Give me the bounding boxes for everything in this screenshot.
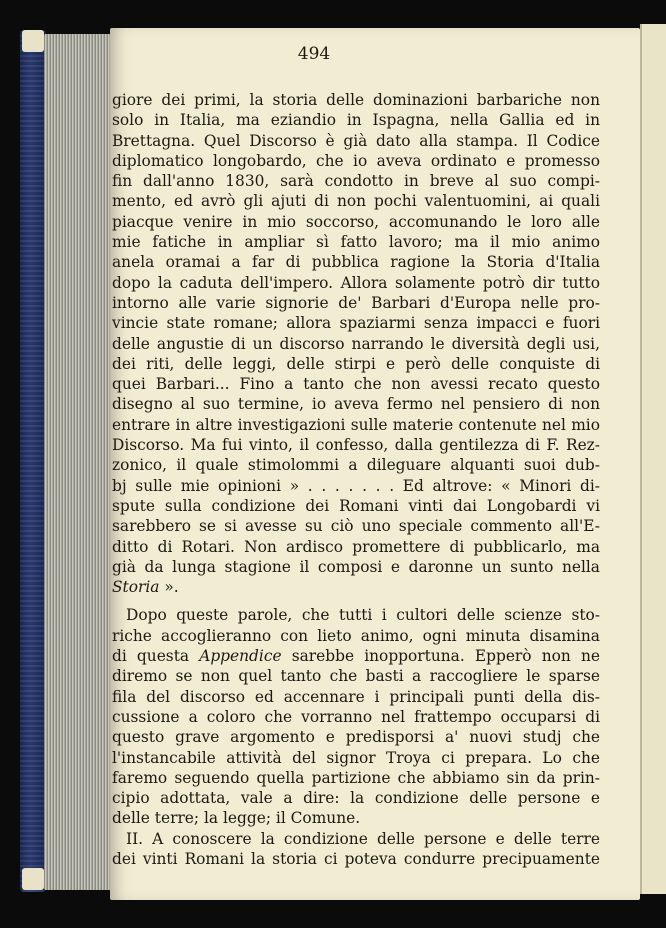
- text-line: diplomatico longobardo, che io aveva ordinato e promesso: [112, 151, 600, 170]
- text-line: quei Barbari... Fino a tanto che non avessi recato questo: [112, 375, 600, 394]
- text-line: dopo la caduta dell'impero. Allora solamente potrò dir tutto: [112, 273, 600, 292]
- text-line: anela oramai a far di pubblica ragione la Storia d'Italia: [112, 253, 600, 272]
- text-run: di questa: [112, 647, 200, 666]
- text-line: mie fatiche in ampliar sì fatto lavoro; ma il mio animo: [112, 233, 600, 252]
- book-spine: [20, 30, 46, 892]
- text-line: vincie state romane; allora spaziarmi senza impacci e fuori: [112, 314, 600, 333]
- headband-bottom: [22, 868, 44, 890]
- text-line: ditto di Rotari. Non ardisco promettere di pubblicarlo, ma: [112, 537, 600, 556]
- text-line: bj sulle mie opinioni » . . . . . . . Ed altrove: « Minori di-: [112, 476, 600, 495]
- text-line: fila del discorso ed accennare i principali punti della dis-: [112, 687, 600, 706]
- paragraph-1: [112, 90, 600, 597]
- text-line: delle terre; la legge; il Comune.: [112, 809, 361, 828]
- text-line: zonico, il quale stimolommi a dileguare alquanti suoi dub-: [112, 456, 600, 475]
- text-line: delle angustie di un discorso narrando le diversità degli usi,: [112, 334, 600, 353]
- text-line: faremo seguendo quella partizione che abbiamo sin da prin-: [112, 768, 600, 787]
- text-line: fin dall'anno 1830, sarà condotto in breve al suo compi-: [112, 172, 600, 191]
- text-line: diremo se non quel tanto che basti a raccogliere le sparse: [112, 667, 600, 686]
- text-line: questo grave argomento e predisporsi a' nuovi studj che: [112, 728, 600, 747]
- paragraph-3: [112, 829, 600, 870]
- text-line: cipio adottata, vale a dire: la condizione delle persone e: [112, 789, 600, 808]
- text-line: [112, 646, 600, 666]
- text-line: mento, ed avrò gli ajuti di non pochi valentuomini, ai quali: [112, 192, 600, 211]
- text-line: II. A conoscere la condizione delle persone e delle terre: [126, 829, 600, 848]
- headband-top: [22, 30, 44, 52]
- text-line: cussione a coloro che vorranno nel frattempo occuparsi di: [112, 707, 600, 726]
- text-line: riche accoglieranno con lieto animo, ogni minuta disamina: [112, 626, 600, 645]
- text-line: sarebbero se si avesse su ciò uno speciale commento all'E-: [112, 517, 600, 536]
- text-line: Discorso. Ma fui vinto, il confesso, dalla gentilezza di F. Rez-: [112, 436, 600, 455]
- closing-quote: ».: [159, 578, 179, 597]
- text-line: [112, 577, 600, 597]
- italic-title: Storia: [112, 578, 160, 597]
- text-line: entrare in altre investigazioni sulle materie contenute nel mio: [112, 415, 600, 434]
- text-line: l'instancabile attività del signor Troya ci prepara. Lo che: [112, 748, 600, 767]
- text-line: già da lunga stagione il composi e daronne un sunto nella: [112, 557, 600, 576]
- text-line: Dopo queste parole, che tutti i cultori delle scienze sto-: [126, 606, 600, 625]
- text-line: intorno alle varie signorie de' Barbari d'Europa nelle pro-: [112, 293, 600, 312]
- page-text: [112, 90, 600, 869]
- page-number: 494: [297, 44, 331, 64]
- page-edges: [44, 34, 114, 890]
- text-line: dei vinti Romani la storia ci poteva condurre precipuamente: [112, 849, 600, 868]
- adjacent-page-edge: [640, 24, 666, 894]
- text-line: solo in Italia, ma eziandio in Ispagna, nella Gallia ed in: [112, 111, 600, 130]
- text-run: sarebbe inopportuna. Epperò non ne: [281, 647, 600, 666]
- paragraph-2: [112, 605, 600, 828]
- text-line: spute sulla condizione dei Romani vinti dai Longobardi vi: [112, 496, 600, 515]
- text-line: disegno al suo termine, io aveva fermo nel pensiero di non: [112, 395, 600, 414]
- text-line: giore dei primi, la storia delle dominazioni barbariche non: [112, 91, 600, 109]
- text-line: Brettagna. Quel Discorso è già dato alla stampa. Il Codice: [112, 131, 600, 150]
- text-line: dei riti, delle leggi, delle stirpi e però delle conquiste di: [112, 354, 600, 373]
- text-line: piacque venire in mio soccorso, accomunando le loro alle: [112, 212, 600, 231]
- italic-appendice: Appendice: [199, 647, 282, 666]
